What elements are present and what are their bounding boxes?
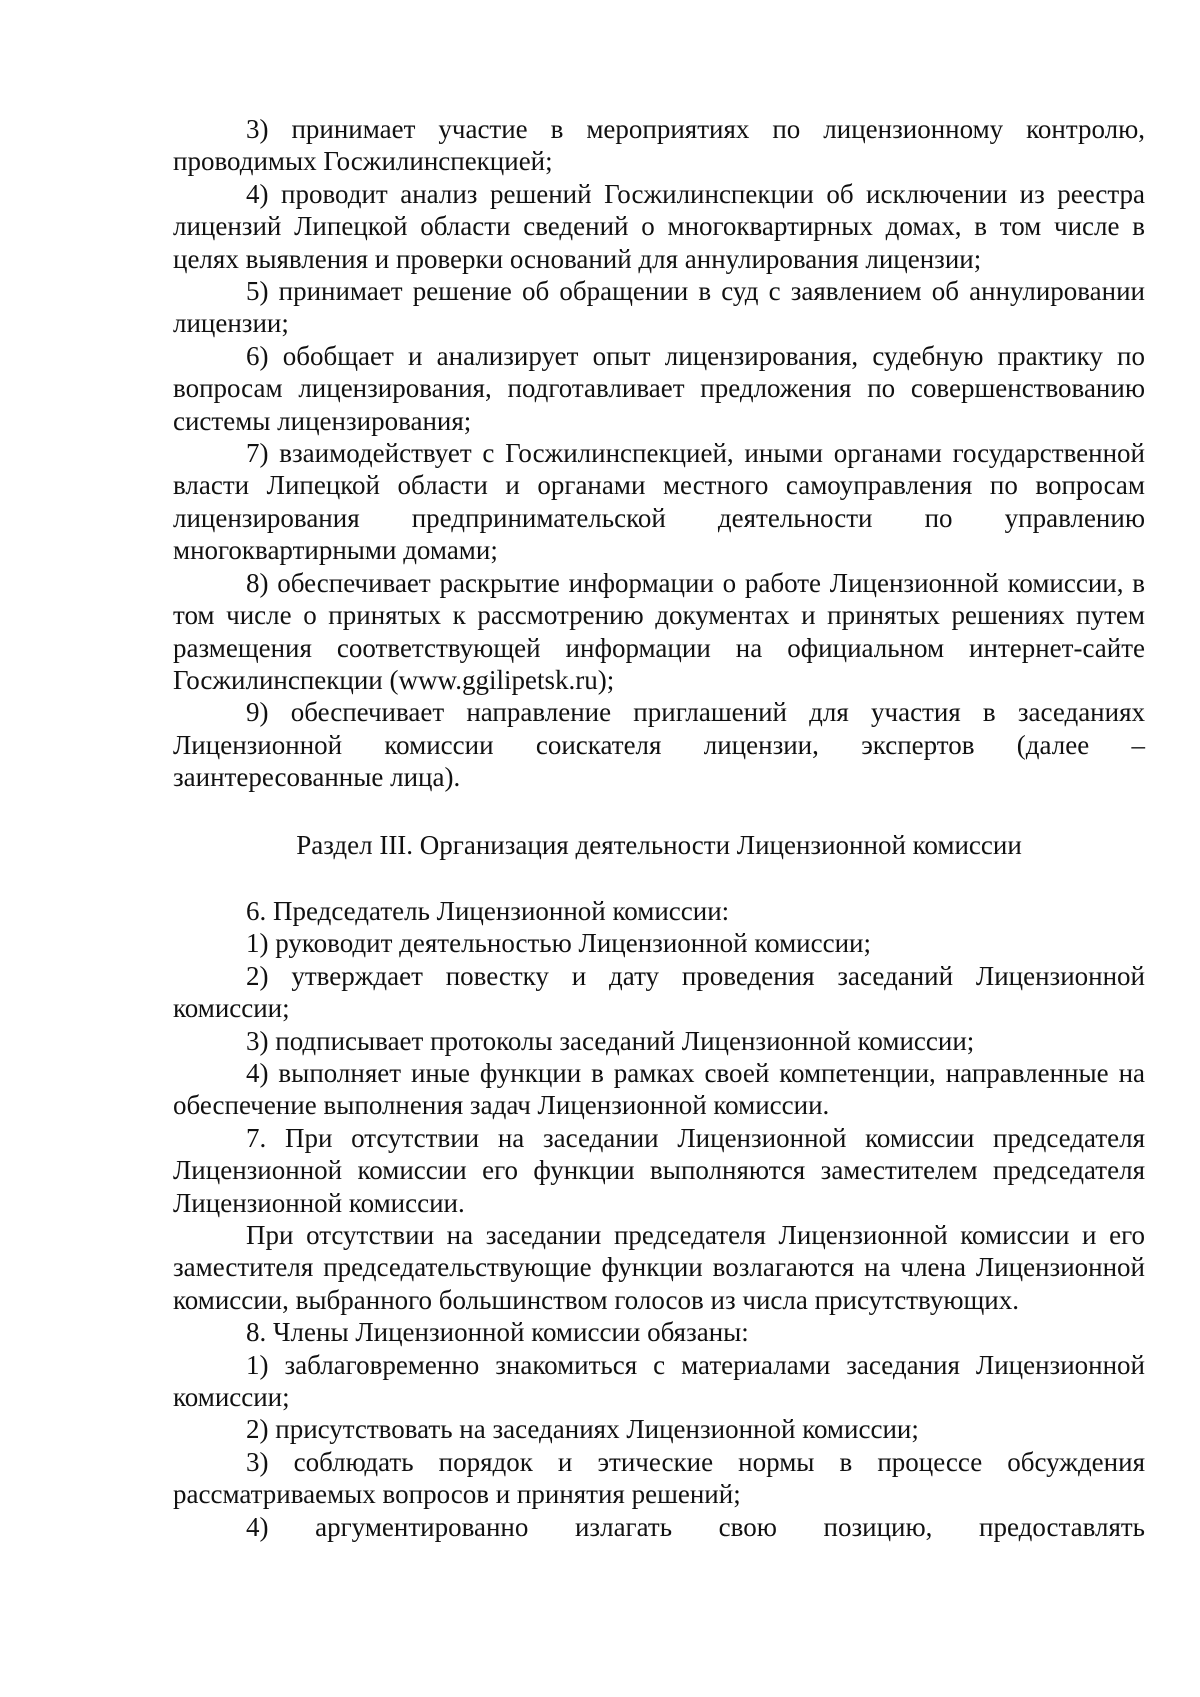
paragraph-item-8-1: 1) заблаговременно знакомиться с материалами заседания Лицензионной комиссии;	[173, 1349, 1145, 1413]
paragraph-item-7: 7. При отсутствии на заседании Лицензионной комиссии председателя Лицензионной комиссии его функции выполняются заместителем председателя Лицензионной комиссии.	[173, 1122, 1145, 1218]
paragraph-item-8-4: 4) аргументированно излагать свою позицию, предоставлять	[246, 1511, 1145, 1542]
paragraph-top-4: 4) проводит анализ решений Госжилинспекции об исключении из реестра лицензий Липецкой области сведений о многоквартирных домах, в том числе в целях выявления и проверки оснований для аннулирования лицензии;	[173, 178, 1145, 274]
paragraph-item-8: 8. Члены Лицензионной комиссии обязаны:	[246, 1317, 749, 1348]
paragraph-item-8-3: 3) соблюдать порядок и этические нормы в процессе обсуждения рассматриваемых вопросов и принятия решений;	[173, 1446, 1145, 1510]
paragraph-top-6: 6) обобщает и анализирует опыт лицензирования, судебную практику по вопросам лицензирования, подготавливает предложения по совершенствованию системы лицензирования;	[173, 340, 1145, 436]
paragraph-top-9: 9) обеспечивает направление приглашений для участия в заседаниях Лицензионной комиссии соискателя лицензии, экспертов (далее – заинтересованные лица).	[173, 697, 1145, 793]
paragraph-top-7: 7) взаимодействует с Госжилинспекцией, иными органами государственной власти Липецкой области и органами местного самоуправления по вопросам лицензирования предпринимательской деятельности по управлению многоквартирными домами;	[173, 438, 1145, 566]
paragraph-top-3: 3) принимает участие в мероприятиях по лицензионному контролю, проводимых Госжилинспекцией;	[173, 114, 1145, 177]
document-body	[173, 113, 1145, 1543]
paragraph-item-6-1: 1) руководит деятельностью Лицензионной комиссии;	[246, 928, 871, 959]
paragraph-top-5: 5) принимает решение об обращении в суд с заявлением об аннулировании лицензии;	[173, 276, 1145, 339]
section-heading: Раздел III. Организация деятельности Лицензионной комиссии	[296, 829, 1022, 860]
paragraph-item-7-cont: При отсутствии на заседании председателя Лицензионной комиссии и его заместителя председательствующие функции возлагаются на члена Лицензионной комиссии, выбранного большинством голосов из числа присутствующих.	[173, 1220, 1145, 1315]
paragraph-item-6-3: 3) подписывает протоколы заседаний Лицензионной комиссии;	[246, 1025, 975, 1056]
paragraph-item-6-2: 2) утверждает повестку и дату проведения заседаний Лицензионной комиссии;	[173, 960, 1145, 1024]
paragraph-item-6-4: 4) выполняет иные функции в рамках своей компетенции, направленные на обеспечение выполнения задач Лицензионной комиссии.	[173, 1057, 1145, 1121]
paragraph-top-8: 8) обеспечивает раскрытие информации о работе Лицензионной комиссии, в том числе о принятых к рассмотрению документах и принятых решениях путем размещения соответствующей информации на официальном интернет-сайте Госжилинспекции (www.ggilipetsk.ru);	[173, 567, 1145, 695]
paragraph-item-6: 6. Председатель Лицензионной комиссии:	[246, 895, 730, 926]
paragraph-item-8-2: 2) присутствовать на заседаниях Лицензионной комиссии;	[246, 1414, 919, 1445]
